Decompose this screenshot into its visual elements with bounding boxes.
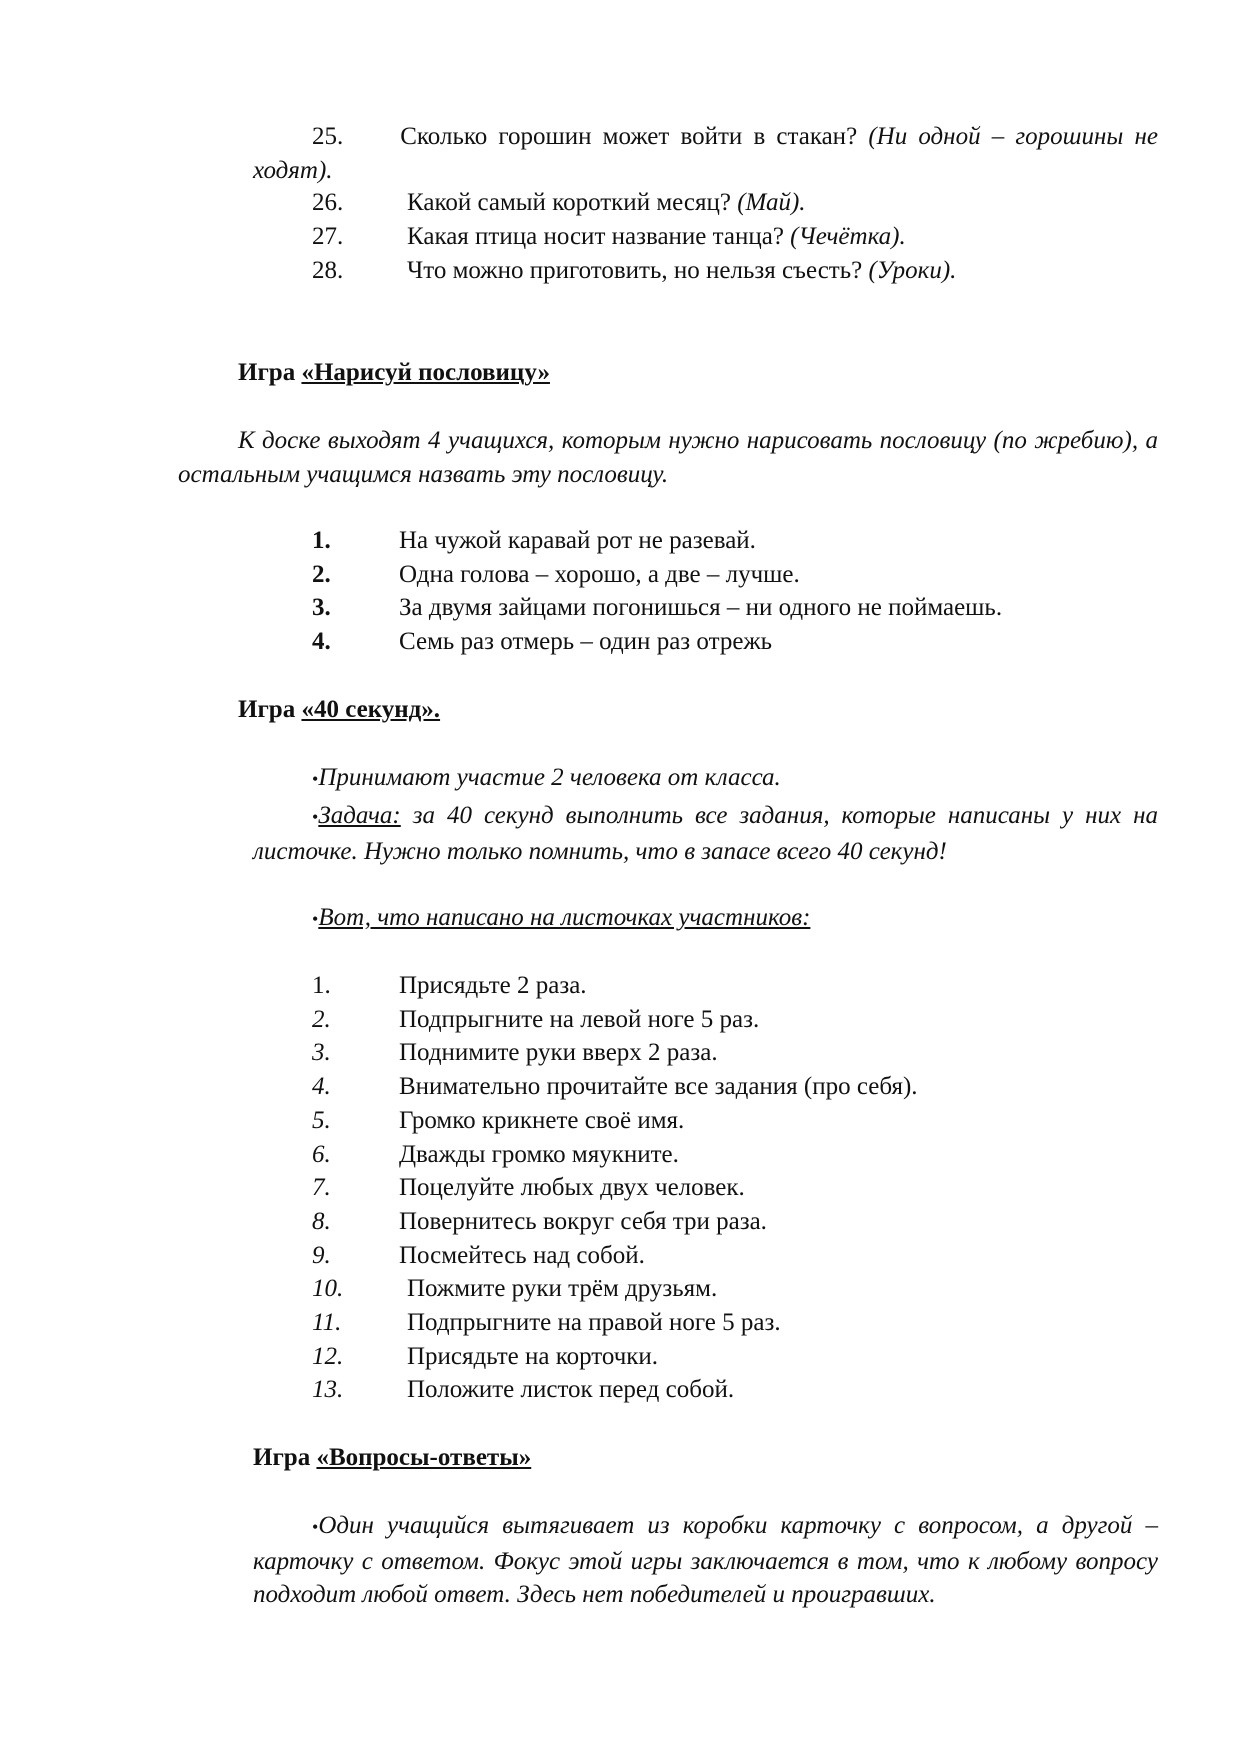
riddle-25 [253, 120, 1158, 187]
list-item [0, 1373, 1240, 1407]
riddle-number: 25. [312, 123, 344, 150]
list-number: 12. [312, 1342, 344, 1370]
bullet-icon: • [312, 769, 319, 789]
list-item [0, 524, 1240, 558]
list-text: Семь раз отмерь – один раз отрежь [399, 628, 773, 656]
bullet-participants [253, 761, 1158, 797]
riddle-28 [0, 254, 1240, 288]
list-number: 1. [312, 527, 331, 554]
list-text: Пожмите руки трём друзьям. [407, 1275, 718, 1303]
riddle-question: Сколько горошин может войти в стакан? [400, 123, 858, 150]
list-number: 13. [312, 1376, 344, 1404]
list-text: Положите листок перед собой. [407, 1376, 735, 1404]
list-item [0, 1205, 1240, 1239]
list-item [0, 1104, 1240, 1138]
list-number: 9. [312, 1241, 331, 1269]
heading-prefix: Игра [238, 696, 296, 723]
list-text: Подпрыгните на правой ноге 5 раз. [407, 1309, 781, 1336]
bullet-sheet-intro [253, 901, 1158, 937]
game1-description: К доске выходят 4 учащихся, которым нужно нарисовать пословицу (по жребию), а остальным учащимся назвать эту пословицу. [178, 427, 1158, 488]
list-text: Присядьте на корточки. [407, 1342, 659, 1370]
heading-title: «40 секунд». [301, 696, 441, 723]
list-number: 7. [312, 1174, 331, 1202]
list-item [0, 1070, 1240, 1104]
list-text: На чужой каравай рот не разевай. [399, 527, 756, 554]
section-heading-40-seconds [238, 693, 440, 727]
list-text: Поднимите руки вверх 2 раза. [399, 1039, 718, 1067]
riddle-question: Что можно приготовить, но нельзя съесть? [407, 257, 863, 284]
bullet-icon: • [312, 1517, 319, 1537]
section-heading-draw-proverb [238, 356, 550, 390]
riddle-26 [0, 186, 1240, 220]
list-text: Громко крикнете своё имя. [399, 1106, 685, 1134]
list-text: Посмейтесь над собой. [399, 1241, 645, 1269]
list-text: Подпрыгните на левой ноге 5 раз. [399, 1005, 760, 1033]
list-item [0, 591, 1240, 625]
list-item [0, 625, 1240, 659]
list-item [0, 558, 1240, 592]
list-number: 5. [312, 1106, 331, 1134]
list-number: 11. [312, 1309, 342, 1336]
list-number: 2. [312, 1005, 331, 1033]
list-text: Присядьте 2 раза. [399, 972, 587, 999]
heading-title: «Вопросы-ответы» [316, 1444, 532, 1471]
list-text: Дважды громко мяукните. [399, 1140, 679, 1168]
riddle-answer: (Чечётка). [790, 223, 906, 250]
list-number: 2. [312, 560, 331, 588]
bullet-text: Принимают участие 2 человека от класса. [318, 764, 781, 791]
list-text: Внимательно прочитайте все задания (про себя). [399, 1073, 918, 1101]
heading-title: «Нарисуй пословицу» [301, 359, 550, 386]
list-item [0, 1138, 1240, 1172]
section-heading-questions-answers [253, 1441, 531, 1475]
list-number: 1. [312, 972, 331, 999]
riddle-answer: (Май). [737, 189, 806, 216]
list-item [0, 1340, 1240, 1374]
bullet-icon: • [312, 909, 319, 929]
list-item [0, 1171, 1240, 1205]
riddle-answer: (Уроки). [868, 257, 957, 284]
list-item [0, 1003, 1240, 1037]
riddle-number: 27. [312, 223, 344, 250]
list-text: За двумя зайцами погонишься – ни одного не поймаешь. [399, 594, 1003, 622]
bullet-task [253, 799, 1158, 868]
bullet-icon: • [312, 807, 319, 827]
list-number: 6. [312, 1140, 331, 1168]
riddle-question: Какая птица носит название танца? [407, 223, 784, 250]
riddle-answer: (Ни одной – [868, 123, 1005, 150]
list-item [0, 969, 1240, 1003]
list-number: 8. [312, 1207, 331, 1235]
list-item [0, 1306, 1240, 1340]
riddle-answer-cont: горошины не ходят). [253, 123, 1158, 184]
riddle-number: 28. [312, 257, 344, 284]
list-number: 4. [312, 628, 331, 656]
task-label: Задача: [318, 802, 401, 829]
bullet-text: за 40 секунд выполнить все задания, которые написаны у них на листочке. Нужно только помнить, что в запасе всего 40 секунд! [253, 802, 1158, 865]
list-number: 3. [312, 594, 331, 622]
riddle-question: Какой самый короткий месяц? [407, 189, 731, 216]
heading-prefix: Игра [238, 359, 296, 386]
list-text: Одна голова – хорошо, а две – лучше. [399, 560, 800, 588]
list-number: 4. [312, 1073, 331, 1101]
list-item [0, 1036, 1240, 1070]
list-item [0, 1239, 1240, 1273]
heading-prefix: Игра [253, 1444, 311, 1471]
list-number: 3. [312, 1039, 331, 1067]
list-text: Поцелуйте любых двух человек. [399, 1174, 745, 1202]
list-text: Повернитесь вокруг себя три раза. [399, 1207, 767, 1235]
riddle-27 [0, 220, 1240, 254]
bullet-text: Один учащийся вытягивает из коробки карточку с вопросом, а другой – карточку с ответом. Фокус этой игры заключается в том, что к любому вопросу подходит любой ответ. Здесь нет победителей и проигравших. [253, 1512, 1158, 1609]
list-item [0, 1272, 1240, 1306]
riddle-number: 26. [312, 189, 344, 216]
bullet-text: Вот, что написано на листочках участников: [318, 904, 811, 931]
bullet-game3 [253, 1509, 1158, 1612]
list-number: 10. [312, 1275, 344, 1303]
